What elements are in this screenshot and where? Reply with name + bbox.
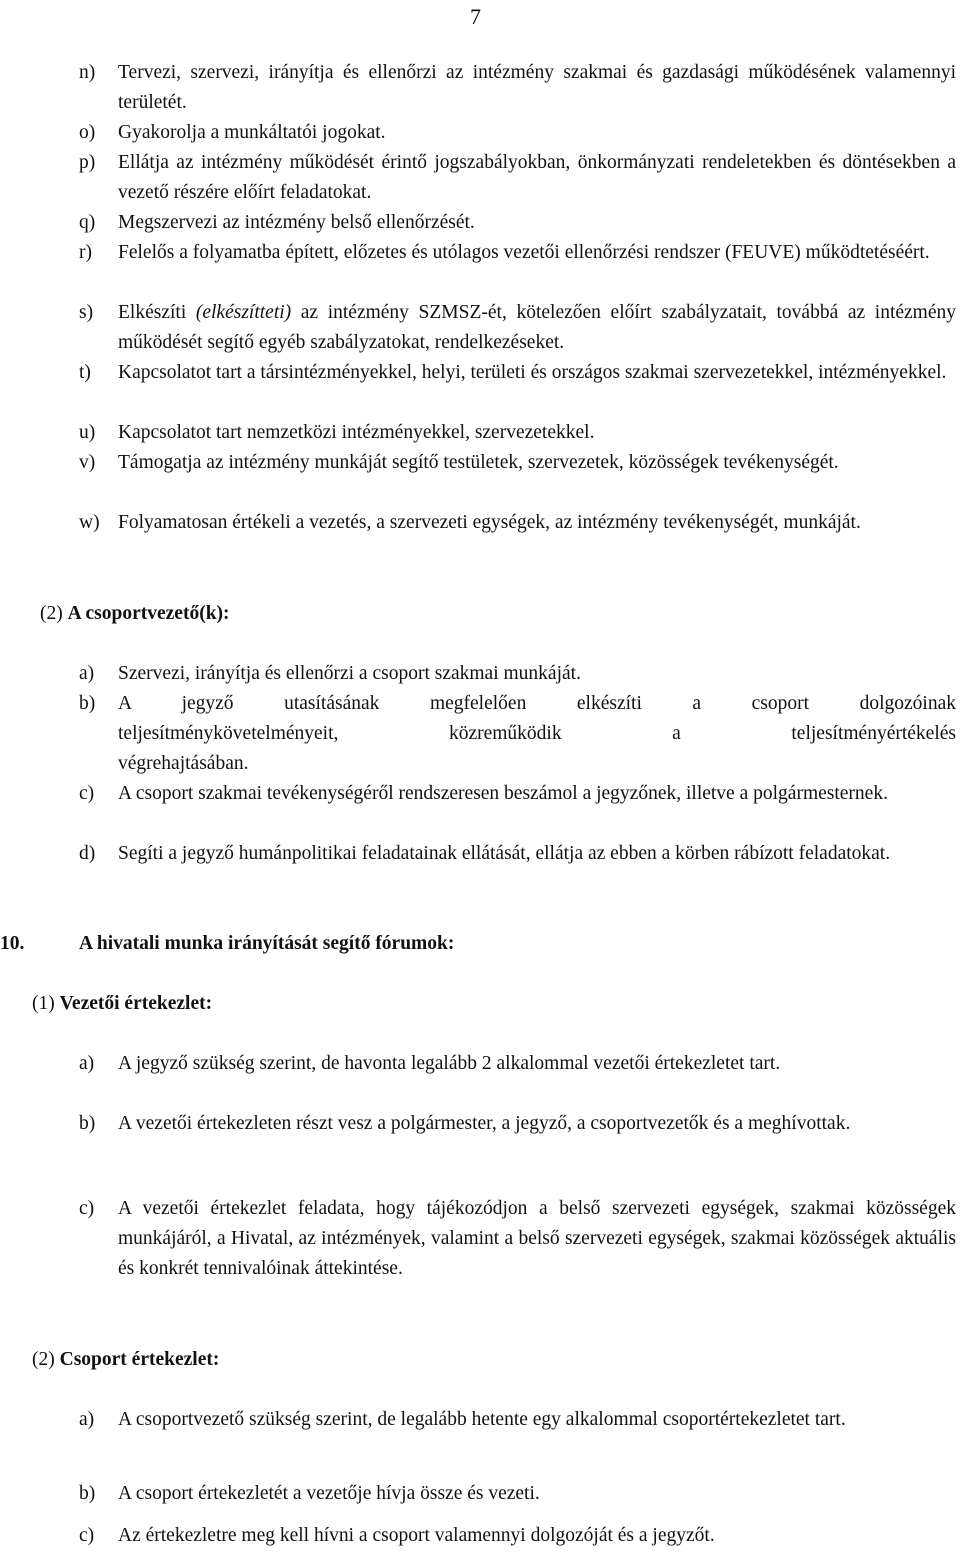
page-number: 7 bbox=[470, 4, 481, 29]
list-text: A csoport értekezletét a vezetője hívja össze és vezeti. bbox=[118, 1483, 540, 1504]
list-marker: s) bbox=[79, 302, 94, 323]
list-item bbox=[79, 1479, 956, 1509]
list-item bbox=[79, 118, 956, 148]
subheading-title: A csoportvezető(k): bbox=[67, 603, 230, 624]
list-marker: a) bbox=[79, 1409, 95, 1430]
subheading-number: (2) bbox=[32, 1349, 55, 1370]
subheading-number: (2) bbox=[40, 603, 63, 624]
list-text-line: végrehajtásában. bbox=[118, 753, 249, 774]
list-marker: n) bbox=[79, 62, 96, 83]
list-marker: c) bbox=[79, 783, 95, 804]
list-text: Támogatja az intézmény munkáját segítő testületek, szervezetek, közösségek tevékenységét. bbox=[118, 452, 839, 473]
list-item bbox=[79, 1521, 956, 1551]
list-text-line: teljesítménykövetelményeit, közreműködik a teljesítményértékelés bbox=[118, 723, 956, 744]
list-item bbox=[79, 659, 956, 689]
list-marker: b) bbox=[79, 1483, 96, 1504]
list-text: A csoportvezető szükség szerint, de legalább hetente egy alkalommal csoportértekezletet tart. bbox=[118, 1409, 846, 1430]
list-marker: w) bbox=[79, 512, 100, 533]
list-item-continuation bbox=[79, 749, 956, 779]
list-item bbox=[79, 779, 956, 809]
list-text: A jegyző szükség szerint, de havonta legalább 2 alkalommal vezetői értekezletet tart. bbox=[118, 1053, 781, 1074]
list-item bbox=[79, 58, 956, 118]
list-marker: r) bbox=[79, 242, 92, 263]
list-text: A vezetői értekezlet feladata, hogy tájékozódjon a belső szervezeti egységek, szakmai közösségek munkájáról, a Hivatal, az intézmények, valamint a belső szervezeti egységek, szakmai közösségek aktuális és konkrét tennivalóinak áttekintése. bbox=[118, 1198, 956, 1279]
list-text: Tervezi, szervezi, irányítja és ellenőrzi az intézmény szakmai és gazdasági működésének valamennyi területét. bbox=[118, 62, 956, 113]
list-text: Kapcsolatot tart a társintézményekkel, helyi, területi és országos szakmai szervezetekkel, intézményekkel. bbox=[118, 362, 947, 383]
list-item bbox=[79, 298, 956, 358]
subheading bbox=[32, 1345, 219, 1375]
list-item bbox=[79, 1405, 956, 1435]
list-marker: b) bbox=[79, 693, 96, 714]
subheading-title: Vezetői értekezlet: bbox=[59, 993, 213, 1014]
section-number: 10. bbox=[0, 933, 25, 954]
list-item bbox=[79, 508, 956, 538]
list-item bbox=[79, 839, 956, 869]
list-item bbox=[79, 238, 956, 268]
list-marker: p) bbox=[79, 152, 96, 173]
list-marker: v) bbox=[79, 452, 96, 473]
list-item bbox=[79, 148, 956, 208]
list-text-italic: (elkészítteti) bbox=[195, 302, 292, 323]
subheading bbox=[40, 599, 230, 629]
list-text: Az értekezletre meg kell hívni a csoport valamennyi dolgozóját és a jegyzőt. bbox=[118, 1525, 715, 1546]
list-item bbox=[79, 358, 956, 388]
list-text-part: Elkészíti bbox=[118, 302, 196, 323]
list-text: Folyamatosan értékeli a vezetés, a szervezeti egységek, az intézmény tevékenységét, munkáját. bbox=[118, 512, 861, 533]
list-text: Ellátja az intézmény működését érintő jogszabályokban, önkormányzati rendeletekben és döntésekben a vezető részére előírt feladatokat. bbox=[118, 152, 956, 203]
list-text bbox=[118, 298, 956, 358]
list-text: Szervezi, irányítja és ellenőrzi a csoport szakmai munkáját. bbox=[118, 663, 581, 684]
list-text: A vezetői értekezleten részt vesz a polgármester, a jegyző, a csoportvezetők és a meghívottak. bbox=[118, 1113, 851, 1134]
list-marker: t) bbox=[79, 362, 91, 383]
list-item bbox=[79, 1049, 956, 1079]
list-text-part: az intézmény SZMSZ-ét, kötelezően előírt szabályzatait, továbbá az intézmény működését segítő egyéb szabályzatokat, rendelkezéseket. bbox=[118, 302, 957, 353]
list-marker: c) bbox=[79, 1525, 95, 1546]
subheading-title: Csoport értekezlet: bbox=[59, 1349, 220, 1370]
list-marker: d) bbox=[79, 843, 96, 864]
list-item bbox=[79, 448, 956, 478]
list-marker: a) bbox=[79, 663, 95, 684]
list-marker: u) bbox=[79, 422, 96, 443]
list-item bbox=[79, 689, 956, 719]
list-text-line: A jegyző utasításának megfelelően elkészíti a csoport dolgozóinak bbox=[118, 693, 956, 714]
list-text: A csoport szakmai tevékenységéről rendszeresen beszámol a jegyzőnek, illetve a polgármesternek. bbox=[118, 783, 888, 804]
list-item-continuation bbox=[79, 719, 956, 749]
list-marker: q) bbox=[79, 212, 96, 233]
list-marker: b) bbox=[79, 1113, 96, 1134]
list-text: Gyakorolja a munkáltatói jogokat. bbox=[118, 122, 386, 143]
list-item bbox=[79, 1109, 956, 1139]
list-item bbox=[79, 418, 956, 448]
list-marker: a) bbox=[79, 1053, 95, 1074]
subheading bbox=[32, 989, 212, 1019]
subheading-number: (1) bbox=[32, 993, 55, 1014]
list-text: Megszervezi az intézmény belső ellenőrzését. bbox=[118, 212, 475, 233]
list-text: Kapcsolatot tart nemzetközi intézményekkel, szervezetekkel. bbox=[118, 422, 595, 443]
list-text: Felelős a folyamatba épített, előzetes és utólagos vezetői ellenőrzési rendszer (FEUVE) működtetéséért. bbox=[118, 242, 930, 263]
section-title: A hivatali munka irányítását segítő fórumok: bbox=[79, 933, 455, 954]
list-item bbox=[79, 208, 956, 238]
list-item bbox=[79, 1194, 956, 1284]
list-marker: c) bbox=[79, 1198, 95, 1219]
list-marker: o) bbox=[79, 122, 96, 143]
list-text: Segíti a jegyző humánpolitikai feladatainak ellátását, ellátja az ebben a körben rábízott feladatokat. bbox=[118, 843, 891, 864]
